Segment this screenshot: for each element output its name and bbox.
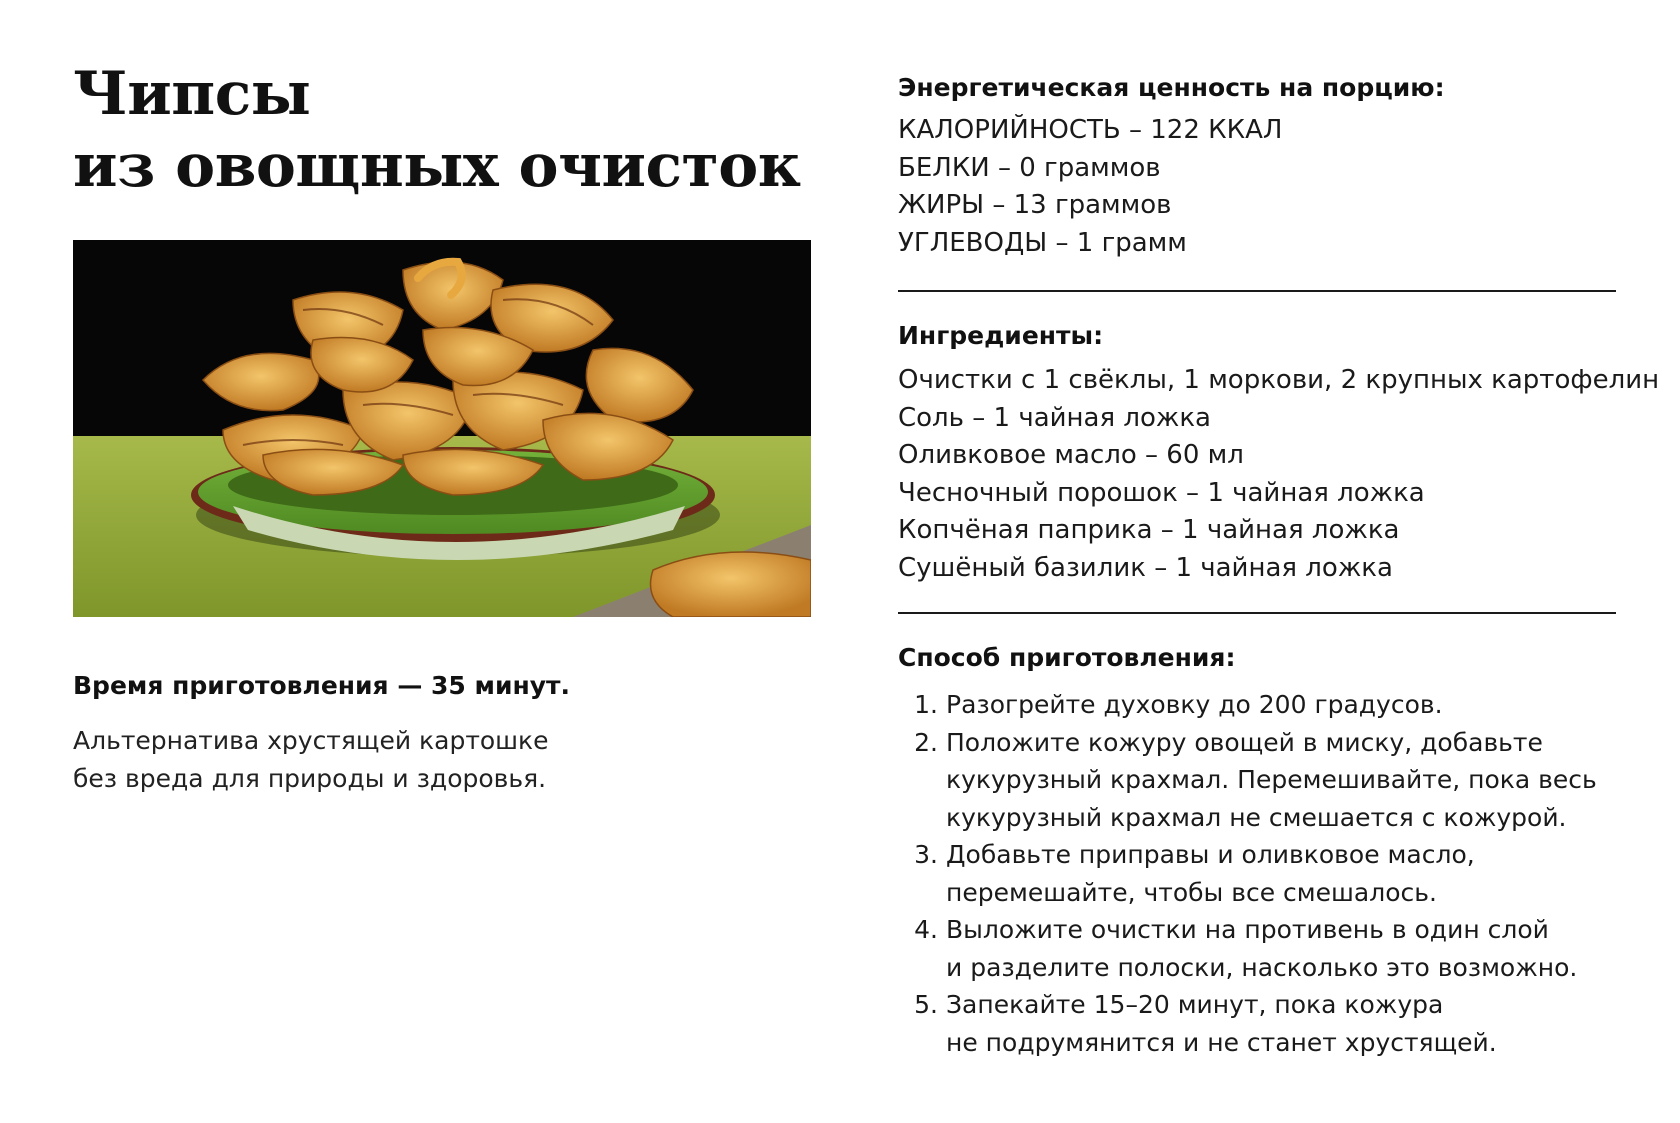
step-number: 1. xyxy=(914,690,938,719)
step-line: кукурузный крахмал. Перемешивайте, пока весь xyxy=(946,765,1597,794)
recipe-title xyxy=(73,58,801,202)
method-step xyxy=(898,724,1618,837)
recipe-photo xyxy=(73,240,811,617)
vegetable-chips-plate-illustration xyxy=(73,240,811,617)
recipe-title-line-1: Чипсы xyxy=(73,59,311,129)
ingredients-heading: Ингредиенты: xyxy=(898,321,1104,350)
step-text xyxy=(946,986,1497,1061)
step-line: Положите кожуру овощей в миску, добавьте xyxy=(946,727,1543,757)
method-step xyxy=(898,686,1618,724)
ingredient-item: Очистки с 1 свёклы, 1 моркови, 2 крупных картофелин xyxy=(898,365,1660,395)
ingredient-item: Чесночный порошок – 1 чайная ложка xyxy=(898,477,1425,508)
step-line: не подрумянится и не станет хрустящей. xyxy=(946,1027,1497,1057)
section-divider xyxy=(898,612,1616,614)
nutrition-item: УГЛЕВОДЫ – 1 грамм xyxy=(898,227,1187,258)
step-line: Разогрейте духовку до 200 градусов. xyxy=(946,690,1443,719)
step-number: 3. xyxy=(914,840,938,869)
cook-time: Время приготовления — 35 минут. xyxy=(73,671,571,700)
description-line: Альтернатива хрустящей картошке xyxy=(73,726,549,755)
step-text xyxy=(946,911,1577,986)
step-line: Добавьте приправы и оливковое масло, xyxy=(946,840,1475,869)
method-heading: Способ приготовления: xyxy=(898,643,1236,672)
ingredient-item: Сушёный базилик – 1 чайная ложка xyxy=(898,552,1393,583)
description-line: без вреда для природы и здоровья. xyxy=(73,764,547,793)
step-text xyxy=(946,724,1597,837)
step-text xyxy=(946,836,1475,911)
step-number: 5. xyxy=(914,990,938,1019)
step-line: и разделите полоски, насколько это возможно. xyxy=(946,952,1578,982)
nutrition-item: КАЛОРИЙНОСТЬ – 122 ККАЛ xyxy=(898,115,1283,145)
section-divider xyxy=(898,290,1616,292)
method-section xyxy=(898,638,1618,1061)
step-number: 4. xyxy=(914,915,938,944)
nutrition-section xyxy=(898,68,1618,262)
step-line: кукурузный крахмал не смешается с кожурой. xyxy=(946,802,1567,832)
step-line: Выложите очистки на противень в один слой xyxy=(946,915,1549,944)
nutrition-heading: Энергетическая ценность на порцию: xyxy=(898,73,1445,102)
step-line: перемешайте, чтобы все смешалось. xyxy=(946,877,1437,907)
recipe-title-line-2: из овощных очисток xyxy=(73,131,801,201)
ingredients-section xyxy=(898,316,1660,587)
method-step xyxy=(898,836,1618,911)
step-line: Запекайте 15–20 минут, пока кожура xyxy=(946,990,1444,1019)
ingredient-item: Соль – 1 чайная ложка xyxy=(898,402,1211,433)
method-step xyxy=(898,986,1618,1061)
step-text xyxy=(946,686,1443,724)
nutrition-item: БЕЛКИ – 0 граммов xyxy=(898,152,1161,183)
step-number: 2. xyxy=(914,727,938,757)
ingredient-item: Оливковое масло – 60 мл xyxy=(898,440,1244,470)
nutrition-item: ЖИРЫ – 13 граммов xyxy=(898,190,1172,220)
recipe-description xyxy=(73,722,549,798)
ingredient-item: Копчёная паприка – 1 чайная ложка xyxy=(898,515,1400,545)
method-steps xyxy=(898,686,1618,1061)
method-step xyxy=(898,911,1618,986)
